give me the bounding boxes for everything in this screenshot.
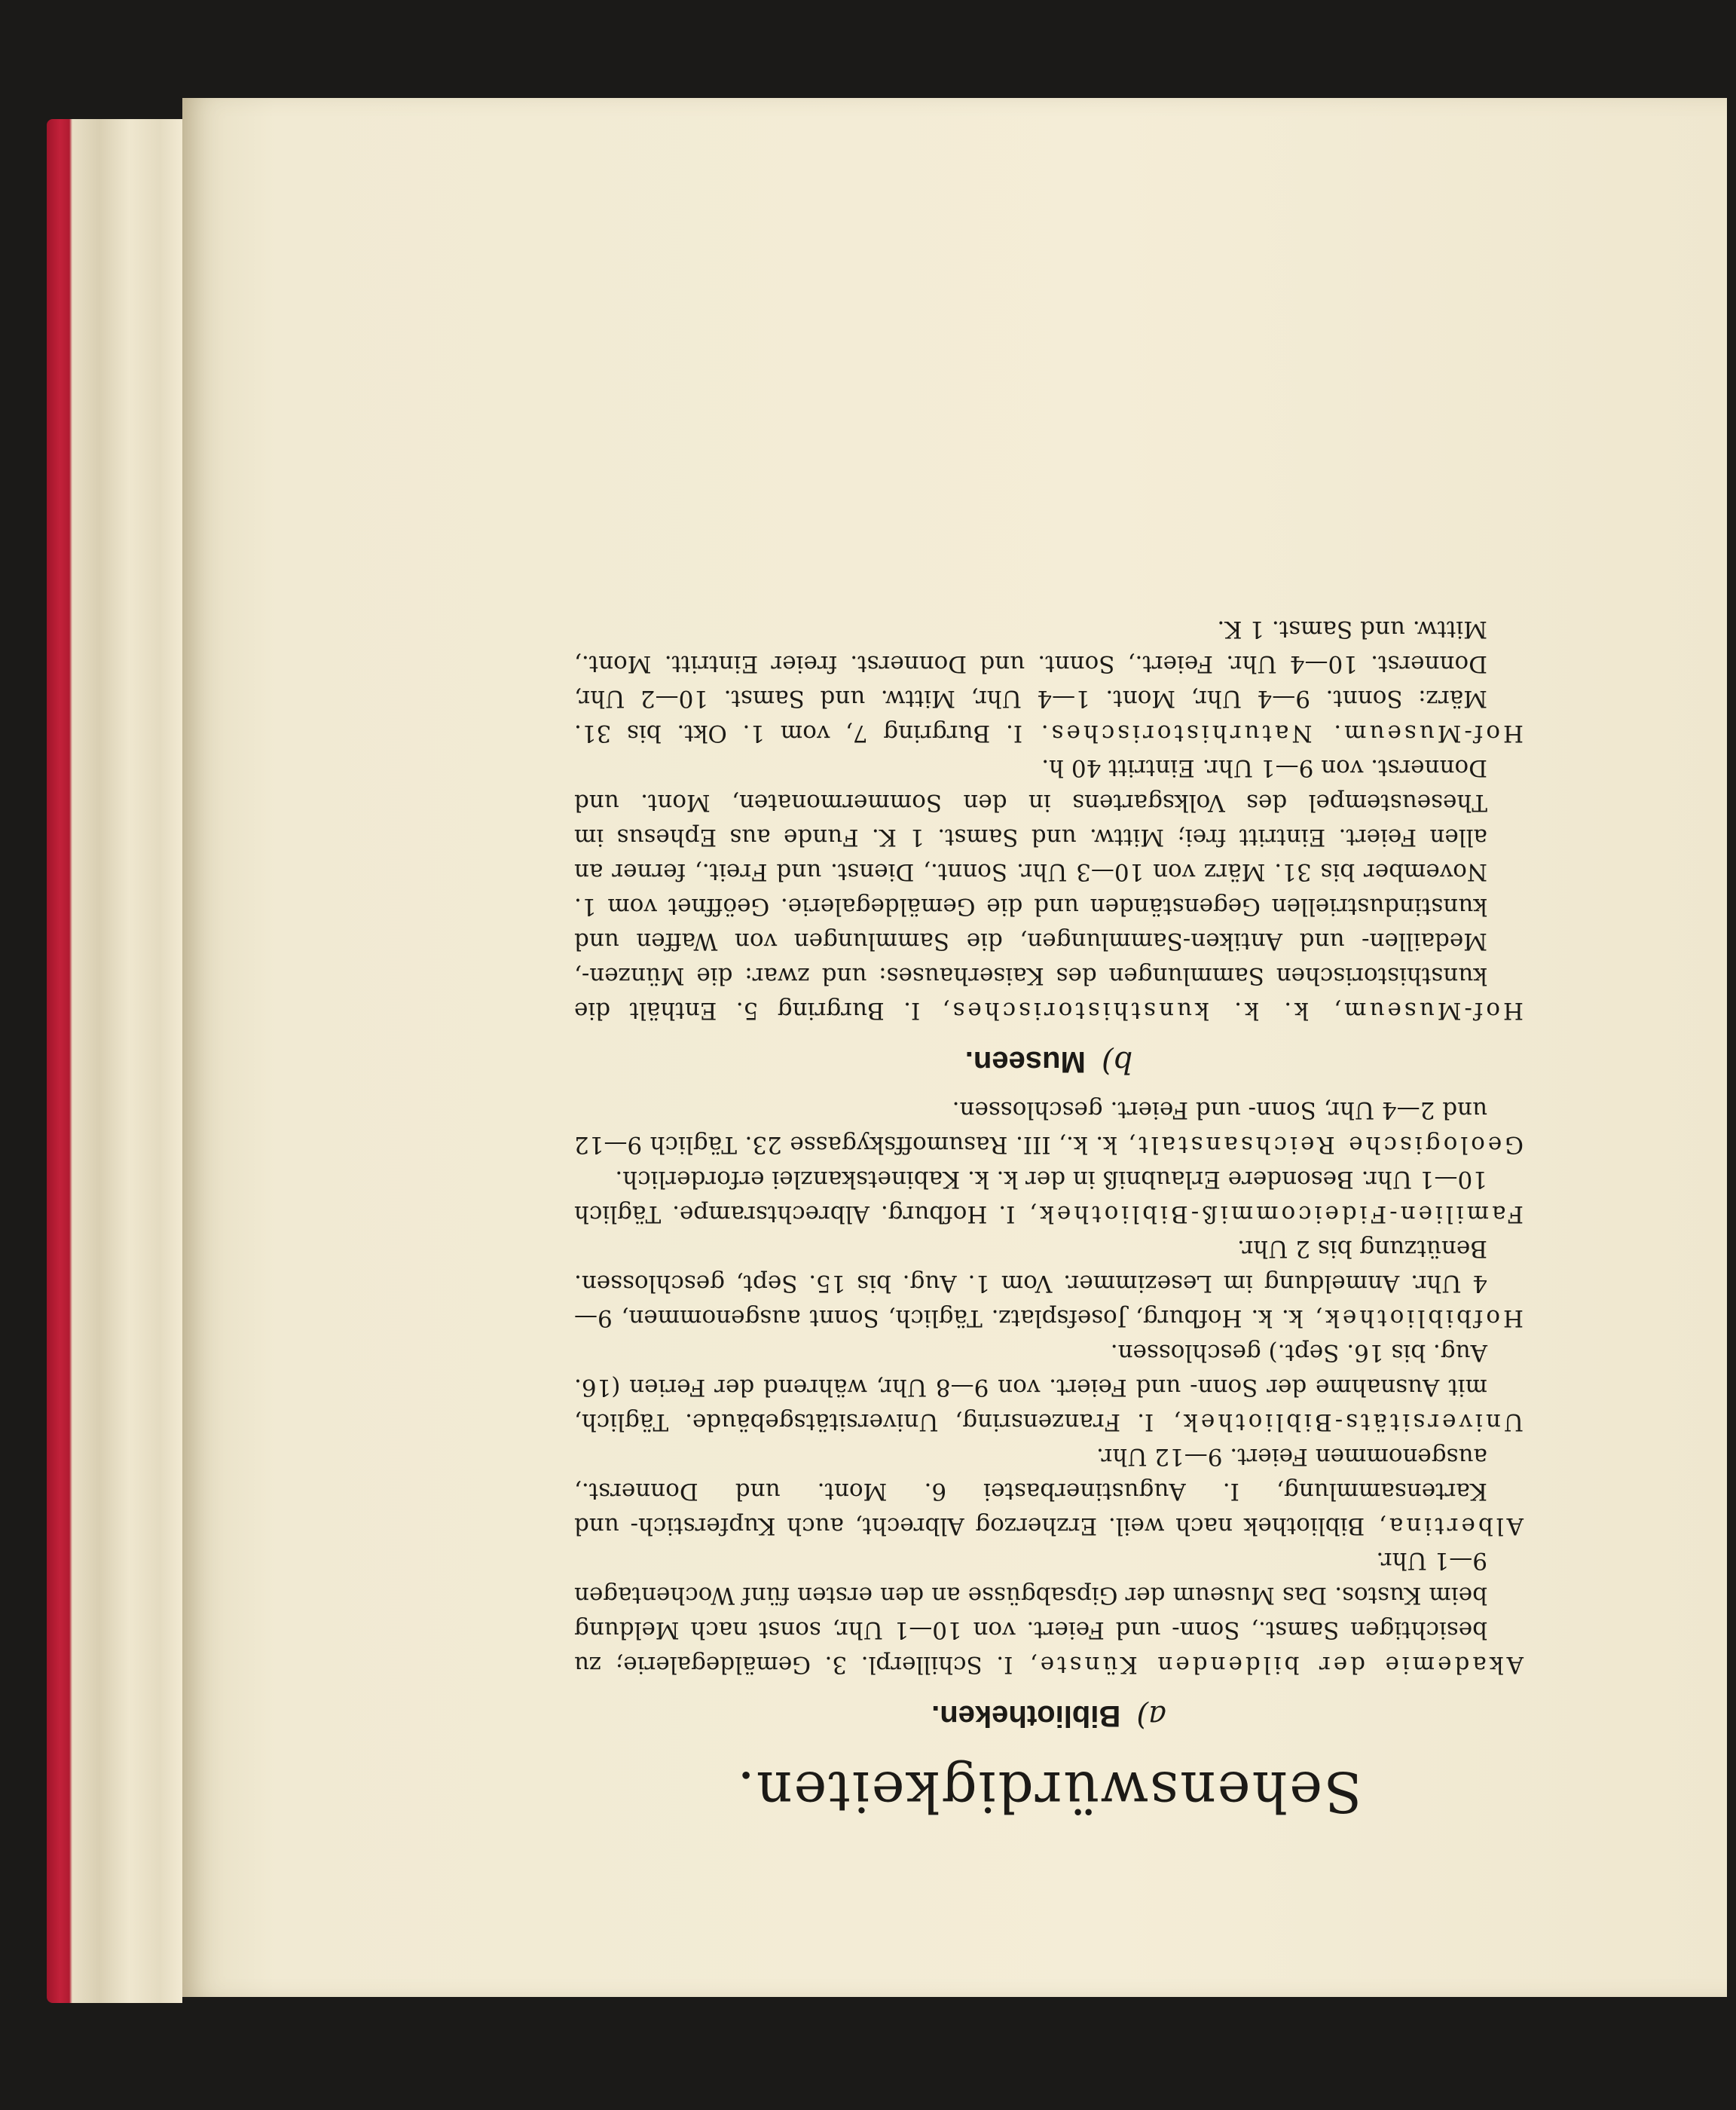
entry-geologische-reichsanstalt bbox=[574, 1093, 1524, 1162]
section-title-bibliotheken bbox=[574, 1699, 1524, 1733]
entry-text: Bibliothek nach weil. Erzherzog Albrecht, auch Kupferstich- und Kartensammlung, I. Augustinerbastei 6. Mont. und Donnerst., ausgenommen Feiert. 9—12 Uhr. bbox=[574, 1443, 1487, 1540]
entry-text: I. Schillerpl. 3. Gemäldegalerie; zu besichtigen Samst., Sonn- und Feiert. von 10—1 Uhr, sonst nach Meldung beim Kustos. Das Museum der Gipsabgüsse an den ersten fünf Wochentagen 9—1 Uhr. bbox=[573, 1547, 1487, 1678]
entry-name: Akademie der bildenden Künste, bbox=[1026, 1651, 1524, 1678]
section-letter: b) bbox=[1101, 1044, 1133, 1079]
entry-name: Universitäts-Bibliothek, bbox=[1170, 1408, 1524, 1436]
entry-text: I. Burgring 7, vom 1. Okt. bis 31. März: Sonnt. 9—4 Uhr, Mont. 1—4 Uhr, Mittw. und Samst. 10—2 Uhr, Donnerst. 10—4 Uhr. Feiert., Sonnt. und Donnerst. freier Eintritt. Mont., Mittw. und Samst. 1 K. bbox=[574, 616, 1487, 747]
entry-text: k. k. Hofburg, Josefsplatz. Täglich, Sonnt ausgenommen, 9—4 Uhr. Anmeldung im Lesezimmer. Vom 1. Aug. bis 15. Sept, geschlossen. Benützung bis 2 Uhr. bbox=[574, 1235, 1487, 1332]
entry-name: Hof-Museum. Naturhistorisches. bbox=[1038, 720, 1524, 747]
section-letter: a) bbox=[1136, 1699, 1166, 1733]
book-page-edges bbox=[47, 119, 182, 2003]
entry-hof-museum-kunsthistorisch bbox=[574, 751, 1524, 1028]
entry-name: Familien-Fideicommiß-Bibliothek, bbox=[1026, 1200, 1524, 1228]
entry-name: Hof-Museum, k. k. kunsthistorisches, bbox=[939, 997, 1524, 1024]
page-headline: Sehenswürdigkeiten. bbox=[735, 1759, 1362, 1824]
section-title-museen bbox=[574, 1044, 1524, 1079]
entry-familien-bibliothek bbox=[574, 1162, 1524, 1231]
section-title-text: Bibliotheken. bbox=[931, 1699, 1121, 1732]
section-title-text: Museen. bbox=[964, 1045, 1086, 1078]
entry-name: Albertina, bbox=[1376, 1512, 1524, 1540]
entry-text: I. Burgring 5. Enthält die kunsthistorischen Sammlungen des Kaiserhauses: und zwar: die Münzen-, Medaillen- und Antiken-Sammlungen, die Sammlungen von Waffen und kunstindustriellen Gegenständen und die Gemäldegalerie. Geöffnet vom 1. November bis 31. März von 10—3 Uhr. Sonnt., Dienst. und Freit., ferner an allen Feiert. Eintritt frei; Mittw. und Samst. 1 K. Funde aus Ephesus im Theseustempel des Volksgartens in den Sommermonaten, Mont. und Donnerst. von 9—1 Uhr. Eintritt 40 h. bbox=[574, 754, 1487, 1024]
entry-hof-museum-naturhistorisch bbox=[574, 612, 1524, 751]
book-page bbox=[182, 98, 1727, 1997]
entry-text: k. k., III. Rasumoffskygasse 23. Täglich 9—12 und 2—4 Uhr, Sonn- und Feiert. geschlossen. bbox=[573, 1096, 1487, 1158]
entry-text: I. Hofburg. Albrechtsrampe. Täglich 10—1 Uhr. Besondere Erlaubniß in der k. k. Kabinetskanzlei erforderlich. bbox=[574, 1166, 1487, 1228]
entry-text: I. Franzensring, Universitätsgebäude. Täglich, mit Ausnahme der Sonn- und Feiert. von 9—8 Uhr, während der Ferien (16. Aug. bis 16. Sept.) geschlossen. bbox=[574, 1339, 1487, 1436]
entry-hofbibliothek bbox=[574, 1231, 1524, 1335]
entry-albertina bbox=[574, 1439, 1524, 1543]
entry-universitaets-bibliothek bbox=[574, 1335, 1524, 1439]
page-content-upside-down bbox=[574, 347, 1524, 1824]
entry-name: Hofbibliothek, bbox=[1312, 1304, 1524, 1332]
entry-name: Geologische Reichsanstalt, bbox=[1125, 1131, 1524, 1158]
entry-akademie bbox=[574, 1543, 1524, 1682]
